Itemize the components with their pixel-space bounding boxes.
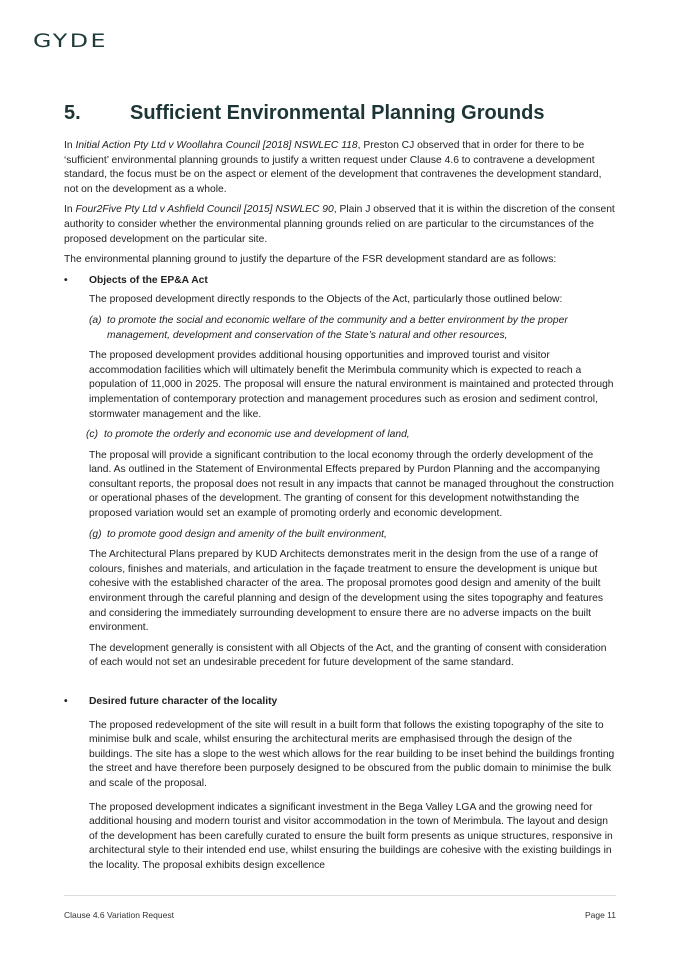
case-citation-initial-action: Initial Action Pty Ltd v Woollahra Council [2018] NSWLEC 118 — [75, 140, 358, 151]
section-heading — [64, 102, 544, 125]
objective-text: to promote the social and economic welfare of the community and a better environment by the proper management, development and conservation of the State’s natural and other resources, — [107, 314, 568, 341]
intro-prefix: In — [64, 204, 76, 216]
case-citation-four2five: Four2Five Pty Ltd v Ashfield Council [2015] NSWLEC 90 — [75, 204, 334, 216]
objective-c — [86, 428, 616, 443]
bullet-icon: • — [64, 274, 68, 286]
footer-page-number: Page 11 — [584, 910, 616, 920]
intro-paragraph-1 — [64, 139, 616, 197]
objective-text: to promote good design and amenity of the built environment, — [107, 528, 387, 540]
intro-prefix: In — [64, 140, 76, 151]
footer-document-title: Clause 4.6 Variation Request — [64, 910, 174, 920]
objective-c-response: The proposal will provide a significant contribution to the local economy through the orderly development of the land. As outlined in the Statement of Environmental Effects prepared by Purdon Planning and the accompanying consultant reports, the proposal does not result in any impacts that cannot be managed throughout the construction or operational phases of the development. The granting of consent for this development notwithstanding the proposed variation would set an example of promoting orderly and economic development. — [89, 449, 614, 520]
objective-a — [89, 314, 616, 343]
document-body — [64, 139, 616, 880]
objective-g-response: The Architectural Plans prepared by KUD Architects demonstrates merit in the design from the use of a range of colours, finishes and materials, and articulation in the façade treatment to ensure the development is unique but cohesive with the established character of the area. The proposal promotes good design and amenity of the built environment through the careful planning and design of the development using the sites topography and features and considering the immediately surrounding development to ensure there are no adverse impacts on the built environment. — [89, 549, 604, 634]
intro-paragraph-1-text: , Preston CJ observed that in order for there to be ‘sufficient’ environmental planning grounds to justify a written request under Clause 4.6 to contravene a development standard, the focus must be on the aspect or element of the development that contravenes the development standard, not on the development as a whole. — [64, 140, 602, 195]
bullet-desired-future-character — [64, 695, 616, 874]
bullet-icon: • — [64, 696, 68, 707]
character-paragraph-1: The proposed redevelopment of the site will result in a built form that follows the existing topography of the site to minimise bulk and scale, whilst ensuring the architectural merits are emphasised through the design of the buildings. The site has a slope to the west which allows for the rear building to be inset behind the buildings fronting the street and have therefore been purposely designed to be obscured from the public domain to minimise the bulk and scale of the proposal. — [89, 719, 615, 789]
section-title: Sufficient Environmental Planning Grounds — [130, 102, 545, 124]
spacer — [64, 677, 616, 695]
footer-divider — [64, 895, 616, 896]
intro-paragraph-2 — [64, 203, 616, 247]
bullet-title: Desired future character of the locality — [89, 696, 278, 707]
intro-paragraph-3: The environmental planning ground to justify the departure of the FSR development standard are as follows: — [64, 254, 557, 266]
objective-a-response: The proposed development provides additional housing opportunities and improved tourist and visitor accommodation facilities which will ultimately benefit the Merimbula community which is expected to reach a population of 11,000 in 2025. The proposal will ensure the natural environment is maintained and protected through implementation of contemporary protection and management procedures such as erosion and sediment control, stormwater management and the like. — [89, 350, 614, 420]
objective-g — [89, 528, 616, 543]
objective-label: (g) — [89, 528, 102, 540]
section-number: 5. — [64, 102, 81, 124]
objective-text: to promote the orderly and economic use and development of land, — [104, 429, 410, 441]
bullet-intro: The proposed development directly responds to the Objects of the Act, particularly those outlined below: — [89, 294, 563, 306]
character-paragraph-2: The proposed development indicates a significant investment in the Bega Valley LGA and the growing need for additional housing and modern tourist and visitor accommodation in the town of Merimbula. The layout and design of the development has been carefully curated to ensure the built form presents as unique structures, responsive in architectural style to their intended end use, whilst ensuring the buildings are cohesive with the existing buildings in the locality. The proposal exhibits design excellence — [89, 801, 613, 871]
bullet-title: Objects of the EP&A Act — [89, 274, 208, 286]
bullet-objects-of-act — [64, 274, 616, 671]
objective-label: (a) — [89, 314, 102, 326]
objective-label: (c) — [86, 429, 99, 441]
intro-paragraph-2-text: , Plain J observed that it is within the discretion of the consent authority to consider whether the environmental planning grounds relied on are particular to the circumstances of the proposed development on the particular site. — [64, 204, 615, 245]
bullet-conclusion: The development generally is consistent with all Objects of the Act, and the granting of consent with consideration of each would not set an undesirable precedent for future development of the same standard. — [89, 642, 607, 669]
gyde-logo: GYDE — [33, 30, 109, 52]
